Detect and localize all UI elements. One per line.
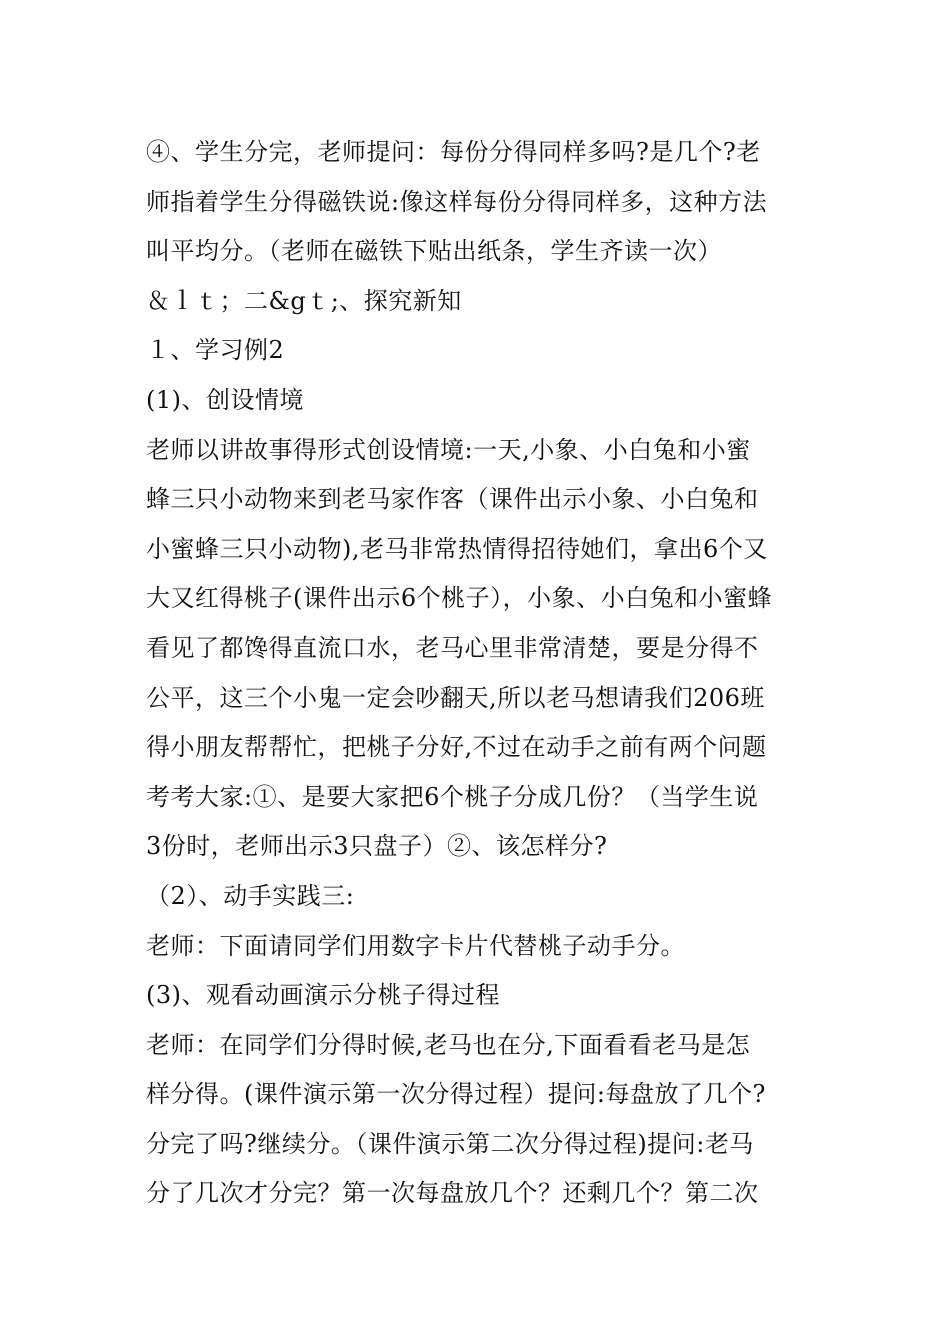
subsection-heading: (1)、创设情境 <box>146 385 304 414</box>
text-line: ④、学生分完，老师提问：每份分得同样多吗?是几个?老 <box>146 138 761 166</box>
subsection-heading: （2）、动手实践三: <box>146 881 355 910</box>
text-line: 师指着学生分得磁铁说:像这样每份分得同样多，这种方法 <box>146 187 768 216</box>
subsection-heading: １、学习例2 <box>146 336 285 365</box>
document-body <box>146 128 816 1219</box>
text-line: 蜂三只小动物来到老马家作客（课件出示小象、小白兔和 <box>146 485 759 514</box>
subsection-heading: (3)、观看动画演示分桃子得过程 <box>146 981 500 1010</box>
text-line: 大又红得桃子(课件出示6个桃子），小象、小白兔和小蜜蜂 <box>146 584 773 613</box>
text-line: 3份时，老师出示3只盘子）②、该怎样分? <box>146 832 608 861</box>
text-line: 考考大家:①、是要大家把6个桃子分成几份？（当学生说 <box>146 782 759 811</box>
text-line: 老师：下面请同学们用数字卡片代替桃子动手分。 <box>146 931 685 960</box>
text-line: 分完了吗?继续分。（课件演示第二次分得过程)提问:老马 <box>146 1129 754 1158</box>
text-line: 叫平均分。（老师在磁铁下贴出纸条，学生齐读一次） <box>146 237 722 266</box>
text-line: 分了几次才分完？第一次每盘放几个？还剩几个？第二次 <box>146 1179 759 1208</box>
text-line: 得小朋友帮帮忙，把桃子分好,不过在动手之前有两个问题 <box>146 733 767 762</box>
text-line: 老师：在同学们分得时候,老马也在分,下面看看老马是怎 <box>146 1030 751 1059</box>
text-line: 小蜜蜂三只小动物),老马非常热情得招待她们，拿出6个又 <box>146 534 768 563</box>
text-line: 老师以讲故事得形式创设情境:一天,小象、小白兔和小蜜 <box>146 435 751 464</box>
section-heading: ＆ｌｔ；二&gｔ;、探究新知 <box>146 286 462 315</box>
text-line: 样分得。(课件演示第一次分得过程）提问:每盘放了几个? <box>146 1080 766 1109</box>
text-line: 公平，这三个小鬼一定会吵翻天,所以老马想请我们206班 <box>146 683 765 712</box>
text-line: 看见了都馋得直流口水，老马心里非常清楚，要是分得不 <box>146 633 759 662</box>
